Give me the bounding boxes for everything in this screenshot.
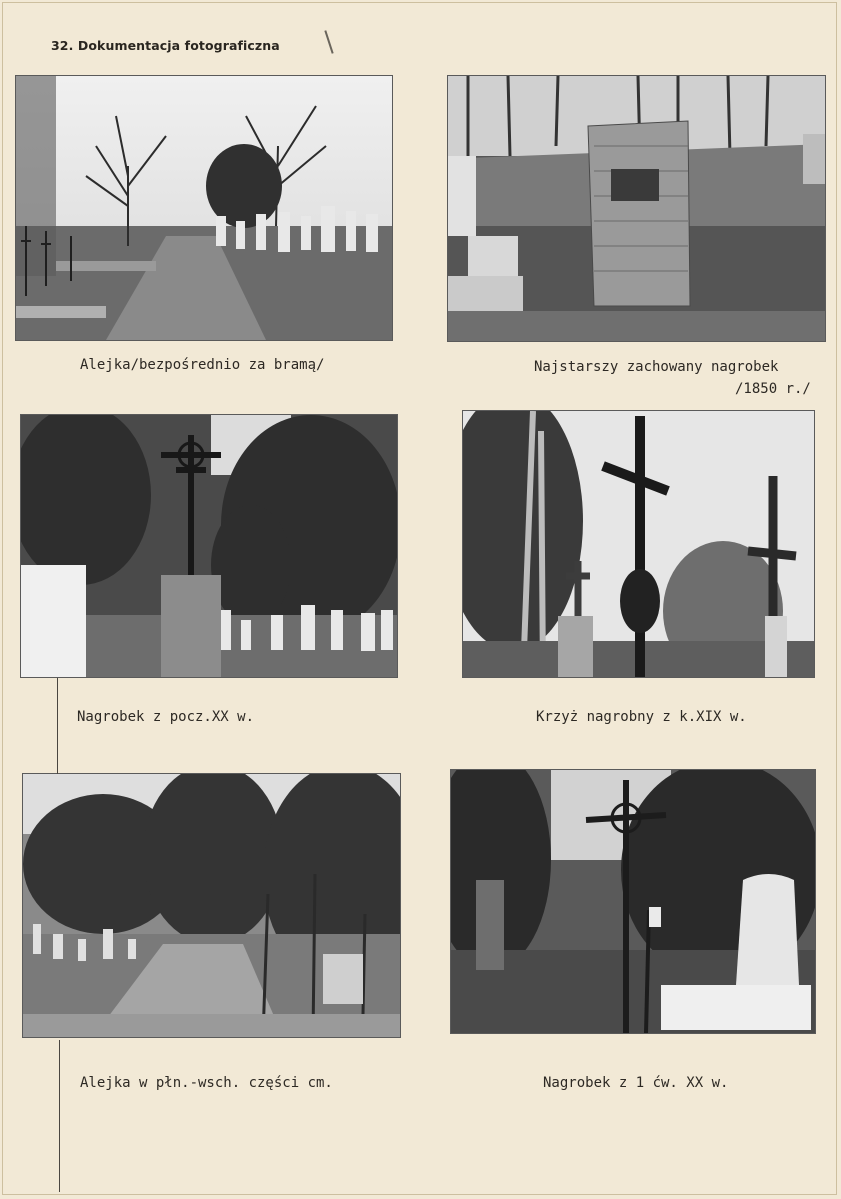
caption-photo-2-line-2: /1850 r./ bbox=[735, 381, 811, 397]
northeast-alley-photo-icon bbox=[23, 774, 400, 1037]
caption-photo-4: Krzyż nagrobny z k.XIX w. bbox=[536, 709, 747, 725]
caption-photo-6: Nagrobek z 1 ćw. XX w. bbox=[543, 1075, 729, 1091]
tombstone-early-20th-photo-icon bbox=[451, 770, 815, 1033]
photo-grave-cross bbox=[463, 411, 814, 677]
caption-photo-2-line-1: Najstarszy zachowany nagrobek bbox=[534, 359, 779, 375]
photo-tombstone-early-20th bbox=[451, 770, 815, 1033]
caption-photo-3: Nagrobek z pocz.XX w. bbox=[77, 709, 255, 725]
photo-oldest-tombstone bbox=[448, 76, 825, 341]
caption-photo-1: Alejka/bezpośrednio za bramą/ bbox=[80, 357, 325, 373]
page-header: 32. Dokumentacja fotograficzna bbox=[51, 38, 280, 53]
tombstone-cross-photo-icon bbox=[21, 415, 397, 677]
pencil-margin-line-upper bbox=[57, 678, 58, 774]
photo-tombstone-cross bbox=[21, 415, 397, 677]
pencil-margin-line-lower bbox=[59, 1040, 60, 1192]
caption-photo-5: Alejka w płn.-wsch. części cm. bbox=[80, 1075, 333, 1091]
photo-northeast-alley bbox=[23, 774, 400, 1037]
cemetery-alley-photo-icon bbox=[16, 76, 392, 340]
grave-cross-photo-icon bbox=[463, 411, 814, 677]
photo-cemetery-alley bbox=[16, 76, 392, 340]
oldest-tombstone-photo-icon bbox=[448, 76, 825, 341]
